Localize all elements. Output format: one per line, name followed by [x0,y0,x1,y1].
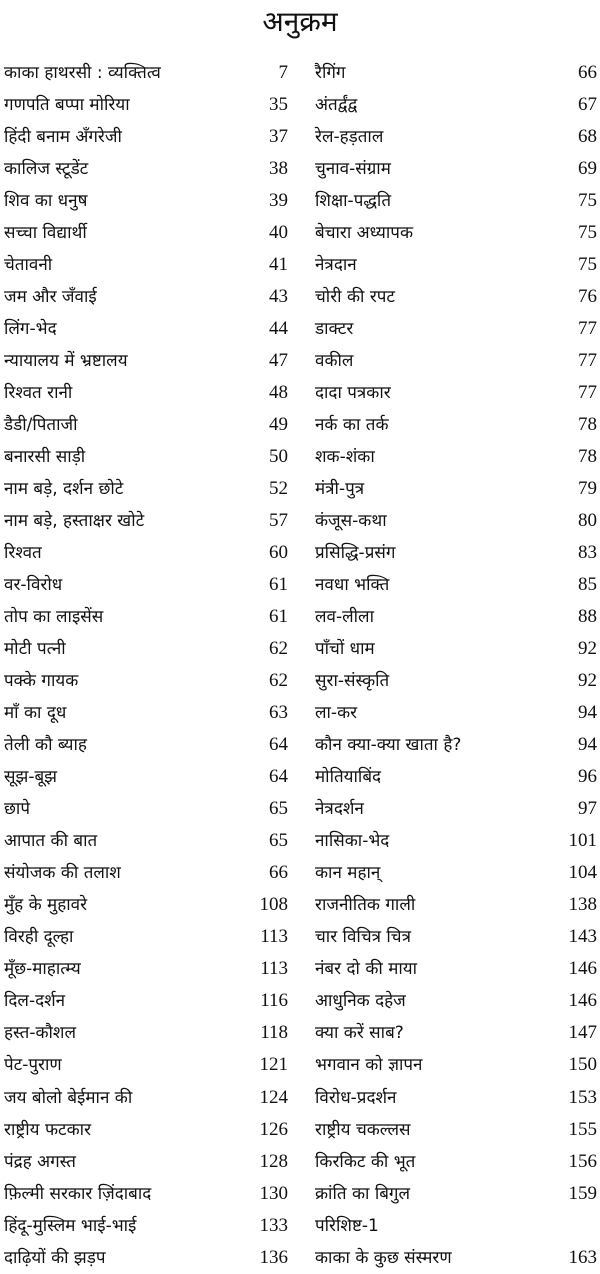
entry-title: रैगिंग [315,63,346,83]
entry-title: शिक्षा-पद्धति [315,191,392,212]
entry-page-number: 75 [578,222,597,244]
toc-entry-left [0,889,296,921]
toc-entry-right [311,985,599,1017]
toc-entry-right [311,1082,599,1114]
toc-row [0,1082,600,1114]
entry-title: छापे [4,799,30,820]
entry-page-number: 156 [568,1150,597,1172]
entry-title: परिशिष्ट-1 [315,1215,379,1236]
entry-page-number: 133 [259,1214,288,1236]
toc-entry-right [311,1178,599,1210]
toc-entry-left [0,185,296,217]
entry-title: दादा पत्रकार [315,383,391,404]
toc-entry-left [0,985,296,1017]
toc-row [0,889,600,921]
entry-title: डैडी/पिताजी [4,415,78,436]
toc-entry-left [0,505,296,537]
toc-entry-right [311,793,599,825]
toc-row [0,345,600,377]
entry-page-number: 50 [269,446,288,468]
entry-title: पंद्रह अगस्त [4,1151,76,1172]
entry-title: काका हाथरसी : व्यक्तित्व [4,63,161,83]
entry-title: हिंदी बनाम अँगरेजी [4,127,122,148]
entry-title: विरोध-प्रदर्शन [315,1087,397,1108]
toc-entry-left [0,729,296,761]
entry-title: कंजूस-कथा [315,511,387,532]
entry-page-number: 79 [578,478,597,500]
toc-entry-left [0,1049,296,1081]
toc-row [0,697,600,729]
table-of-contents [0,57,600,1274]
entry-page-number: 150 [568,1054,597,1076]
entry-title: बेचारा अध्यापक [315,223,414,244]
entry-page-number: 85 [578,574,597,596]
entry-title: नाम बड़े, दर्शन छोटे [4,479,124,500]
toc-entry-left [0,345,296,377]
entry-title: जम और जँवाई [4,287,97,308]
entry-page-number: 116 [260,990,288,1012]
entry-title: कान महान् [315,863,381,884]
toc-row [0,313,600,345]
toc-entry-left [0,441,296,473]
entry-title: गणपति बप्पा मोरिया [4,95,130,116]
toc-entry-left [0,569,296,601]
entry-page-number: 35 [269,94,288,116]
toc-entry-left [0,1082,296,1114]
entry-page-number: 163 [568,1246,597,1268]
entry-title: नाम बड़े, हस्ताक्षर खोटे [4,511,145,532]
entry-page-number: 49 [269,414,288,436]
entry-page-number: 66 [578,62,597,83]
entry-page-number: 48 [269,382,288,404]
toc-entry-right [311,1242,599,1274]
entry-title: विरही दूल्हा [4,927,74,948]
toc-row [0,89,600,121]
toc-entry-right [311,153,599,185]
toc-entry-left [0,1114,296,1146]
entry-title: नवधा भक्ति [315,575,390,596]
entry-page-number: 92 [578,638,597,660]
toc-entry-left [0,473,296,505]
entry-title: अंतर्द्वंद्व [315,95,358,116]
toc-row [0,569,600,601]
toc-entry-right [311,249,599,281]
entry-title: लिंग-भेद [4,319,57,340]
toc-entry-left [0,249,296,281]
toc-entry-right [311,1049,599,1081]
entry-page-number: 64 [269,766,288,788]
entry-title: सूझ-बूझ [4,767,58,788]
entry-page-number: 76 [578,286,597,308]
toc-row [0,1242,600,1274]
toc-row [0,953,600,985]
toc-entry-right [311,57,599,89]
toc-entry-left [0,761,296,793]
entry-page-number: 77 [578,350,597,372]
entry-page-number: 146 [568,990,597,1012]
page-title: अनुक्रम [262,5,338,38]
entry-page-number: 124 [259,1086,288,1108]
toc-row [0,57,600,89]
entry-page-number: 88 [578,606,597,628]
entry-page-number: 61 [269,574,288,596]
entry-page-number: 75 [578,254,597,276]
entry-title: सच्चा विद्यार्थी [4,223,87,244]
toc-row [0,473,600,505]
toc-row [0,121,600,153]
entry-page-number: 155 [568,1118,597,1140]
entry-page-number: 104 [568,862,597,884]
entry-page-number: 65 [269,830,288,852]
toc-row [0,665,600,697]
toc-entry-left [0,921,296,953]
toc-entry-left [0,633,296,665]
toc-entry-right [311,185,599,217]
toc-entry-right [311,441,599,473]
toc-entry-left [0,1242,296,1274]
toc-entry-right [311,1210,599,1242]
toc-entry-right [311,729,599,761]
entry-title: काका के कुछ संस्मरण [315,1247,452,1268]
entry-page-number: 130 [259,1182,288,1204]
entry-title: राष्ट्रीय चकल्लस [315,1119,411,1140]
entry-page-number: 101 [568,830,597,852]
toc-entry-right [311,857,599,889]
entry-title: आधुनिक दहेज [315,991,406,1012]
toc-entry-right [311,1017,599,1049]
entry-title: नेत्रदान [315,255,357,276]
entry-title: पाँचों धाम [315,639,375,660]
toc-entry-right [311,761,599,793]
entry-page-number: 92 [578,670,597,692]
toc-entry-left [0,697,296,729]
entry-page-number: 138 [568,894,597,916]
entry-title: बनारसी साड़ी [4,447,86,468]
entry-title: भगवान को ज्ञापन [315,1055,423,1076]
toc-entry-right [311,697,599,729]
entry-title: चेतावनी [4,255,53,276]
entry-page-number: 44 [269,318,288,340]
entry-page-number: 63 [269,702,288,724]
entry-page-number: 80 [578,510,597,532]
toc-entry-right [311,633,599,665]
entry-page-number: 43 [269,286,288,308]
toc-entry-right [311,89,599,121]
entry-page-number: 128 [259,1150,288,1172]
toc-entry-right [311,473,599,505]
toc-entry-right [311,825,599,857]
entry-title: मुँह के मुहावरे [4,895,88,916]
entry-page-number: 146 [568,958,597,980]
entry-title: किरकिट की भूत [315,1151,416,1172]
toc-entry-left [0,665,296,697]
toc-row [0,729,600,761]
toc-entry-left [0,89,296,121]
toc-row [0,1178,600,1210]
entry-page-number: 52 [269,478,288,500]
entry-page-number: 66 [269,862,288,884]
toc-row [0,793,600,825]
entry-page-number: 64 [269,734,288,756]
entry-title: चोरी की रपट [315,287,395,308]
toc-entry-right [311,921,599,953]
entry-title: तोप का लाइसेंस [4,607,104,628]
toc-entry-left [0,793,296,825]
entry-title: राष्ट्रीय फटकार [4,1119,92,1140]
toc-entry-left [0,121,296,153]
entry-title: नर्क का तर्क [315,415,389,436]
entry-page-number: 126 [259,1118,288,1140]
toc-row [0,633,600,665]
toc-entry-right [311,313,599,345]
toc-entry-left [0,313,296,345]
toc-row [0,537,600,569]
entry-title: क्रांति का बिगुल [315,1183,411,1204]
entry-title: दाढ़ियों की झड़प [4,1247,106,1268]
entry-title: क्या करें साब? [315,1023,404,1044]
toc-entry-left [0,1210,296,1242]
toc-entry-left [0,281,296,313]
entry-page-number: 57 [269,510,288,532]
entry-page-number: 68 [578,126,597,148]
toc-entry-left [0,953,296,985]
entry-page-number: 62 [269,670,288,692]
entry-page-number: 94 [578,734,597,756]
entry-title: पेट-पुराण [4,1055,62,1076]
toc-row [0,505,600,537]
entry-title: कौन क्या-क्या खाता है? [315,735,462,756]
toc-row [0,985,600,1017]
toc-row [0,1114,600,1146]
entry-page-number: 113 [260,958,288,980]
toc-entry-right [311,569,599,601]
entry-page-number: 40 [269,222,288,244]
toc-row [0,281,600,313]
toc-entry-left [0,825,296,857]
toc-entry-right [311,377,599,409]
entry-title: शिव का धनुष [4,191,88,212]
entry-title: मोतियाबिंद [315,767,382,788]
entry-page-number: 67 [578,94,597,116]
entry-page-number: 69 [578,158,597,180]
toc-row [0,1210,600,1242]
entry-title: नंबर दो की माया [315,959,418,980]
entry-title: शक-शंका [315,447,375,468]
entry-page-number: 83 [578,542,597,564]
toc-row [0,825,600,857]
toc-entry-left [0,1178,296,1210]
toc-entry-right [311,953,599,985]
entry-page-number: 77 [578,382,597,404]
entry-title: वर-विरोध [4,575,63,596]
toc-row [0,1017,600,1049]
entry-page-number: 47 [269,350,288,372]
entry-page-number: 136 [259,1246,288,1268]
entry-title: कालिज स्टूडेंट [4,159,89,180]
toc-entry-right [311,665,599,697]
entry-page-number: 62 [269,638,288,660]
entry-title: तेली कौ ब्याह [4,735,87,756]
entry-page-number: 97 [578,798,597,820]
entry-page-number: 41 [269,254,288,276]
entry-page-number: 113 [260,926,288,948]
toc-row [0,1049,600,1081]
entry-title: जय बोलो बेईमान की [4,1087,133,1108]
entry-page-number: 75 [578,190,597,212]
entry-title: राजनीतिक गाली [315,895,416,916]
toc-row [0,249,600,281]
toc-entry-right [311,217,599,249]
toc-entry-right [311,1146,599,1178]
entry-page-number: 61 [269,606,288,628]
toc-row [0,153,600,185]
entry-page-number: 108 [259,894,288,916]
entry-title: रेल-हड़ताल [315,127,384,148]
toc-entry-left [0,1017,296,1049]
entry-title: चुनाव-संग्राम [315,159,391,180]
entry-title: मूँछ-माहात्म्य [4,959,81,980]
entry-title: पक्के गायक [4,671,79,692]
entry-page-number: 121 [259,1054,288,1076]
entry-title: न्यायालय में भ्रष्टालय [4,351,128,372]
toc-entry-right [311,1114,599,1146]
toc-row [0,377,600,409]
entry-title: हस्त-कौशल [4,1023,77,1044]
entry-page-number: 39 [269,190,288,212]
entry-page-number: 78 [578,446,597,468]
entry-title: मोटी पत्नी [4,639,66,660]
entry-page-number: 153 [568,1086,597,1108]
toc-row [0,857,600,889]
toc-entry-left [0,857,296,889]
entry-page-number: 118 [260,1022,288,1044]
entry-page-number: 60 [269,542,288,564]
entry-title: चार विचित्र चित्र [315,927,411,948]
entry-page-number: 94 [578,702,597,724]
toc-entry-left [0,377,296,409]
toc-row [0,185,600,217]
toc-entry-right [311,121,599,153]
toc-entry-left [0,1146,296,1178]
entry-title: मंत्री-पुत्र [315,479,365,500]
toc-row [0,601,600,633]
toc-row [0,441,600,473]
entry-page-number: 38 [269,158,288,180]
toc-entry-right [311,537,599,569]
entry-title: दिल-दर्शन [4,991,66,1012]
toc-entry-left [0,601,296,633]
entry-page-number: 147 [568,1022,597,1044]
toc-entry-left [0,409,296,441]
toc-entry-right [311,281,599,313]
entry-title: लव-लीला [315,607,374,628]
toc-entry-right [311,889,599,921]
entry-page-number: 78 [578,414,597,436]
entry-page-number: 159 [568,1182,597,1204]
toc-row [0,761,600,793]
toc-row [0,217,600,249]
toc-entry-right [311,601,599,633]
entry-title: रिश्वत रानी [4,383,73,404]
toc-row [0,1146,600,1178]
entry-page-number: 7 [278,62,288,83]
entry-title: ला-कर [315,703,358,724]
entry-title: माँ का दूध [4,703,67,724]
entry-page-number: 77 [578,318,597,340]
entry-title: प्रसिद्धि-प्रसंग [315,543,396,564]
entry-title: सुरा-संस्कृति [315,671,390,692]
entry-title: नासिका-भेद [315,831,390,852]
toc-entry-left [0,153,296,185]
entry-title: आपात की बात [4,831,98,852]
entry-title: संयोजक की तलाश [4,863,121,884]
toc-entry-left [0,57,296,89]
entry-title: डाक्टर [315,319,354,340]
toc-entry-left [0,217,296,249]
entry-title: रिश्वत [4,543,42,564]
entry-page-number: 143 [568,926,597,948]
entry-page-number: 96 [578,766,597,788]
toc-entry-right [311,409,599,441]
entry-page-number: 65 [269,798,288,820]
entry-title: हिंदू-मुस्लिम भाई-भाई [4,1215,137,1236]
toc-entry-left [0,537,296,569]
entry-title: वकील [315,351,354,372]
toc-row [0,921,600,953]
toc-entry-right [311,505,599,537]
entry-title: फ़िल्मी सरकार ज़िंदाबाद [4,1183,152,1204]
entry-page-number: 37 [269,126,288,148]
entry-title: नेत्रदर्शन [315,799,364,820]
toc-entry-right [311,345,599,377]
toc-row [0,409,600,441]
